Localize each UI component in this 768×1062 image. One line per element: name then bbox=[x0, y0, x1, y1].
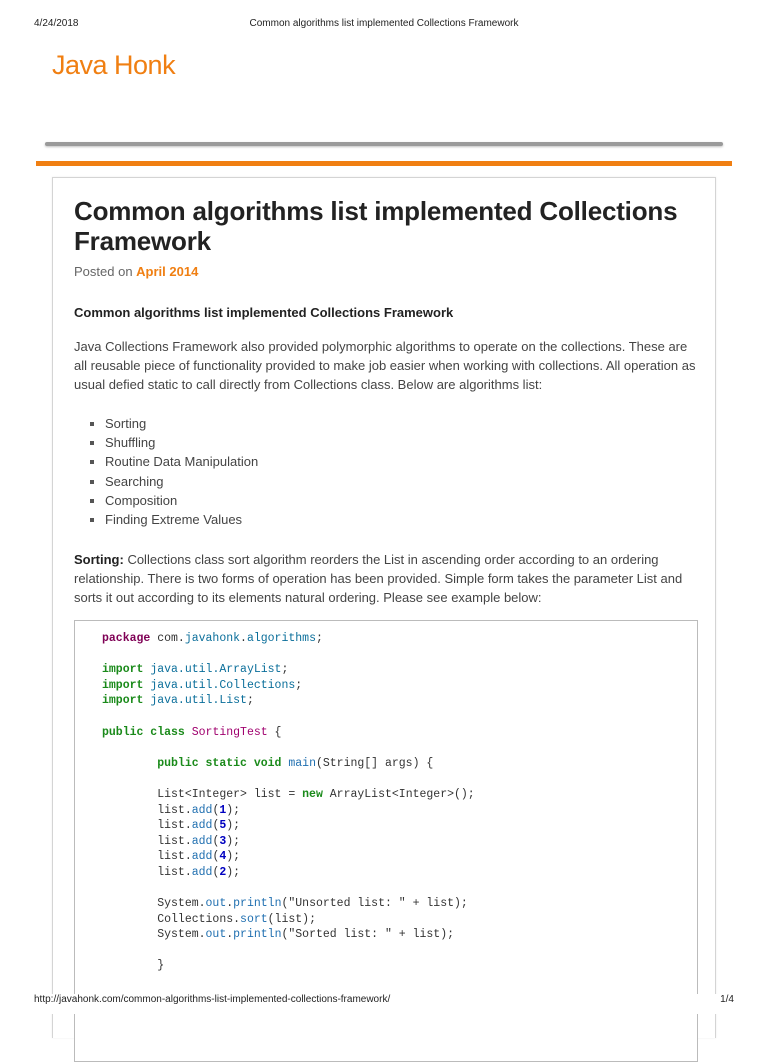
code-token: 1 bbox=[219, 803, 227, 817]
code-token: javahonk bbox=[184, 632, 241, 645]
code-token: list. bbox=[157, 865, 192, 879]
code-token: SortingTest bbox=[191, 725, 268, 739]
intro-paragraph: Java Collections Framework also provided polymorphic algorithms to operate on the collections. These are all reusable piece of functionality provided to make job easier when working with collections. All operation as usual defied static to call directly from Collections class. Below are algorithms list: bbox=[74, 339, 696, 392]
code-token: main bbox=[288, 756, 316, 770]
code-token: (list); bbox=[267, 912, 316, 926]
code-token: com. bbox=[150, 632, 185, 645]
code-token: public class bbox=[102, 725, 185, 739]
list-item: Sorting bbox=[74, 414, 696, 433]
code-token: add bbox=[191, 834, 213, 848]
code-token: add bbox=[191, 803, 213, 817]
code-token: ArrayList<Integer>(); bbox=[322, 787, 475, 801]
post-card bbox=[52, 177, 716, 1038]
code-token: ; bbox=[295, 678, 303, 692]
code-token: add bbox=[191, 865, 213, 879]
code-token: Collections. bbox=[157, 912, 241, 926]
code-token: list. bbox=[157, 819, 192, 833]
code-token: package bbox=[102, 632, 151, 645]
code-token: 2 bbox=[219, 865, 227, 879]
print-date: 4/24/2018 bbox=[34, 18, 79, 29]
print-url: http://javahonk.com/common-algorithms-list-implemented-collections-framework/ bbox=[34, 994, 391, 1005]
code-token: 5 bbox=[219, 819, 227, 833]
code-token: list. bbox=[157, 834, 192, 848]
code-token: List<Integer> list = bbox=[157, 787, 303, 801]
code-token: import bbox=[102, 678, 144, 692]
code-token: add bbox=[191, 850, 213, 864]
code-token: 4 bbox=[219, 850, 227, 864]
code-token: algorithms bbox=[246, 632, 316, 645]
code-token: println bbox=[233, 897, 282, 911]
code-token: ("Unsorted list: " + list); bbox=[281, 897, 468, 911]
list-item: Shuffling bbox=[74, 433, 696, 452]
list-item: Routine Data Manipulation bbox=[74, 452, 696, 471]
post-title: Common algorithms list implemented Collections Framework bbox=[74, 196, 678, 256]
code-token: new bbox=[302, 787, 323, 801]
nav-bar bbox=[36, 161, 732, 166]
list-item: Searching bbox=[74, 472, 696, 491]
code-token: (String[] args) { bbox=[315, 756, 434, 770]
posted-date-link[interactable]: April 2014 bbox=[136, 264, 199, 279]
code-token: add bbox=[191, 819, 213, 833]
code-token: import bbox=[102, 694, 144, 708]
code-token: ; bbox=[281, 663, 289, 677]
code-token: ("Sorted list: " + list); bbox=[281, 928, 454, 942]
code-text: package com.javahonk.algorithms; import java.util.ArrayList; import java.util.Collections; import java.util.List; public class SortingTest { public static void main(String[] args) { List<Integer> list = new ArrayList<Integer>(); list.add(1); list.add(5); list.add(3); list.add(4); list.add(2); System.out.println("Unsorted list: " + list); Collections.sort(list); System.out.println("Sorted list: " + list); } bbox=[102, 632, 475, 973]
code-token: public static void bbox=[157, 756, 282, 770]
sorting-text: Collections class sort algorithm reorders the List in ascending order according to an ordering relationship. There is two forms of operation has been provided. Simple form takes the parameter List and sorts it out according to its elements natural ordering. Please see example below: bbox=[74, 552, 683, 606]
print-footer bbox=[34, 994, 734, 1014]
code-token: sort bbox=[240, 912, 268, 926]
header-divider bbox=[45, 142, 723, 146]
code-token: println bbox=[233, 928, 282, 942]
code-token: { bbox=[267, 725, 282, 739]
algorithm-list bbox=[74, 414, 696, 529]
list-item: Composition bbox=[74, 491, 696, 510]
code-token: 3 bbox=[219, 834, 227, 848]
code-token: ; bbox=[315, 632, 323, 645]
code-token: import bbox=[102, 663, 144, 677]
code-token: ; bbox=[246, 694, 254, 708]
post-subheading: Common algorithms list implemented Collections Framework bbox=[74, 305, 454, 320]
posted-prefix: Posted on bbox=[74, 264, 133, 279]
site-logo-title[interactable]: Java Honk bbox=[52, 50, 176, 80]
code-token: java.util.ArrayList bbox=[150, 663, 282, 677]
code-token: java.util.List bbox=[150, 694, 247, 708]
code-token: System. bbox=[157, 928, 206, 942]
list-item: Finding Extreme Values bbox=[74, 510, 696, 529]
code-token: list. bbox=[157, 850, 192, 864]
code-token: System. bbox=[157, 897, 206, 911]
code-token: . bbox=[240, 632, 247, 645]
post-content bbox=[74, 196, 696, 607]
print-title: Common algorithms list implemented Collections Framework bbox=[249, 18, 519, 29]
sorting-label: Sorting: bbox=[74, 552, 124, 568]
code-token: java.util.Collections bbox=[150, 678, 296, 692]
code-token: } bbox=[157, 959, 165, 973]
sorting-paragraph bbox=[74, 550, 696, 607]
page-number: 1/4 bbox=[720, 994, 734, 1005]
code-token: out bbox=[205, 897, 227, 911]
code-token: list. bbox=[157, 803, 192, 817]
code-token: out bbox=[205, 928, 227, 942]
post-meta bbox=[74, 264, 696, 279]
